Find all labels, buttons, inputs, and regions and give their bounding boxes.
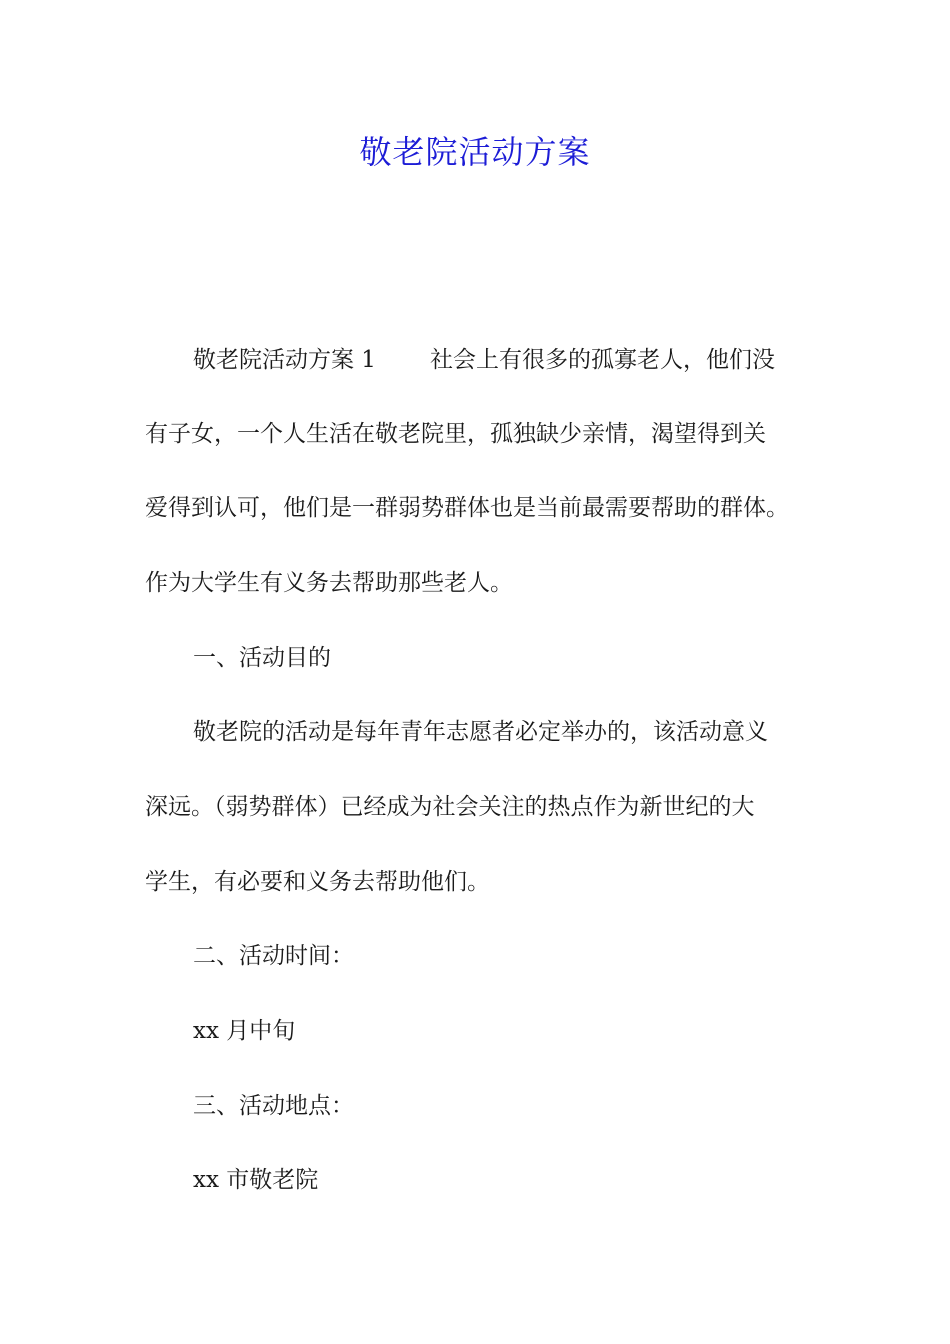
purpose-line-3: 学生，有必要和义务去帮助他们。 [145, 869, 490, 895]
section-heading-location: 三、活动地点： [193, 1093, 354, 1119]
intro-line-3: 爱得到认可，他们是一群弱势群体也是当前最需要帮助的群体。 [145, 495, 789, 521]
intro-line-4: 作为大学生有义务去帮助那些老人。 [145, 570, 513, 596]
location-value: xx 市敬老院 [193, 1167, 319, 1193]
time-value: xx 月中旬 [193, 1018, 296, 1044]
section-heading-time: 二、活动时间： [193, 943, 354, 969]
purpose-line-2: 深远。（弱势群体）已经成为社会关注的热点作为新世纪的大 [145, 794, 755, 820]
intro-line-1 [193, 342, 873, 378]
section-heading-purpose: 一、活动目的 [193, 645, 331, 671]
purpose-line-1: 敬老院的活动是每年青年志愿者必定举办的，该活动意义 [193, 719, 768, 745]
document-title: 敬老院活动方案 [359, 133, 591, 171]
intro-heading: 敬老院活动方案 1 [193, 347, 376, 373]
intro-text: 社会上有很多的孤寡老人，他们没 [429, 347, 775, 373]
intro-line-2: 有子女，一个人生活在敬老院里，孤独缺少亲情，渴望得到关 [145, 421, 766, 447]
